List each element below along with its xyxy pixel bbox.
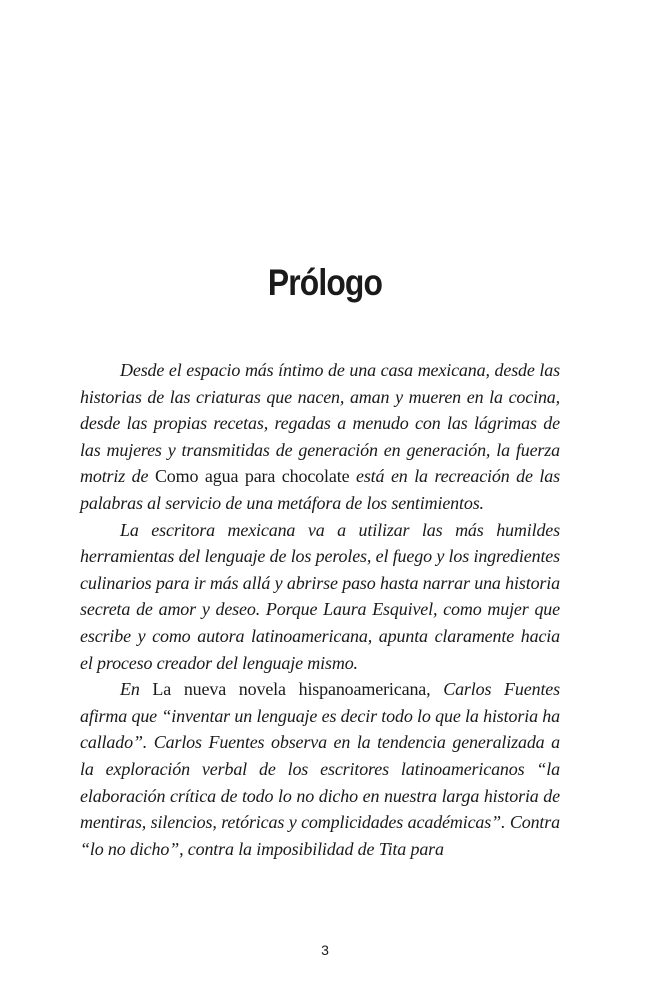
prologue-body <box>80 357 560 862</box>
paragraph-1-segment-1: Desde el espacio más íntimo de una casa mexicana, desde las historias de las criaturas que nacen, aman y mueren en la cocina, desde las propias recetas, regadas a menudo con las lágrimas de las mujeres y transmitidas de generación en generación, la fuerza motriz de <box>80 360 560 487</box>
paragraph-3-segment-3: , Carlos Fuentes afirma que “inventar un lenguaje es decir todo lo que la historia ha callado”. Carlos Fuentes observa en la tendencia generalizada a la exploración verbal de los escritores latinoamericanos “la elaboración crítica de todo lo no dicho en nuestra larga historia de mentiras, silencios, retóricas y complicidades académicas”. Contra “lo no dicho”, contra la imposibilidad de Tita para <box>80 679 560 859</box>
paragraph-2-segment-1: La escritora mexicana va a utilizar las más humildes herramientas del lenguaje de los peroles, el fuego y los ingredientes culinarios para ir más allá y abrirse paso hasta narrar una historia secreta de amor y deseo. Porque Laura Esquivel, como mujer que escribe y como autora latinoamericana, apunta claramente hacia el proceso creador del lenguaje mismo. <box>80 519 560 673</box>
paragraph-3-segment-1: En <box>120 679 153 700</box>
paragraph-1 <box>80 357 560 517</box>
book-title-como-agua-para-chocolate: Como agua para chocolate <box>154 466 350 487</box>
page-title: Prólogo <box>267 262 383 303</box>
book-title-la-nueva-novela: La nueva novela hispanoamericana <box>152 679 427 700</box>
page-number: 3 <box>321 942 329 958</box>
paragraph-2 <box>80 517 560 677</box>
paragraph-3 <box>80 676 560 862</box>
paragraph-1-segment-3: está en la recreación de las palabras al servicio de una metáfora de los sentimientos. <box>80 466 560 513</box>
